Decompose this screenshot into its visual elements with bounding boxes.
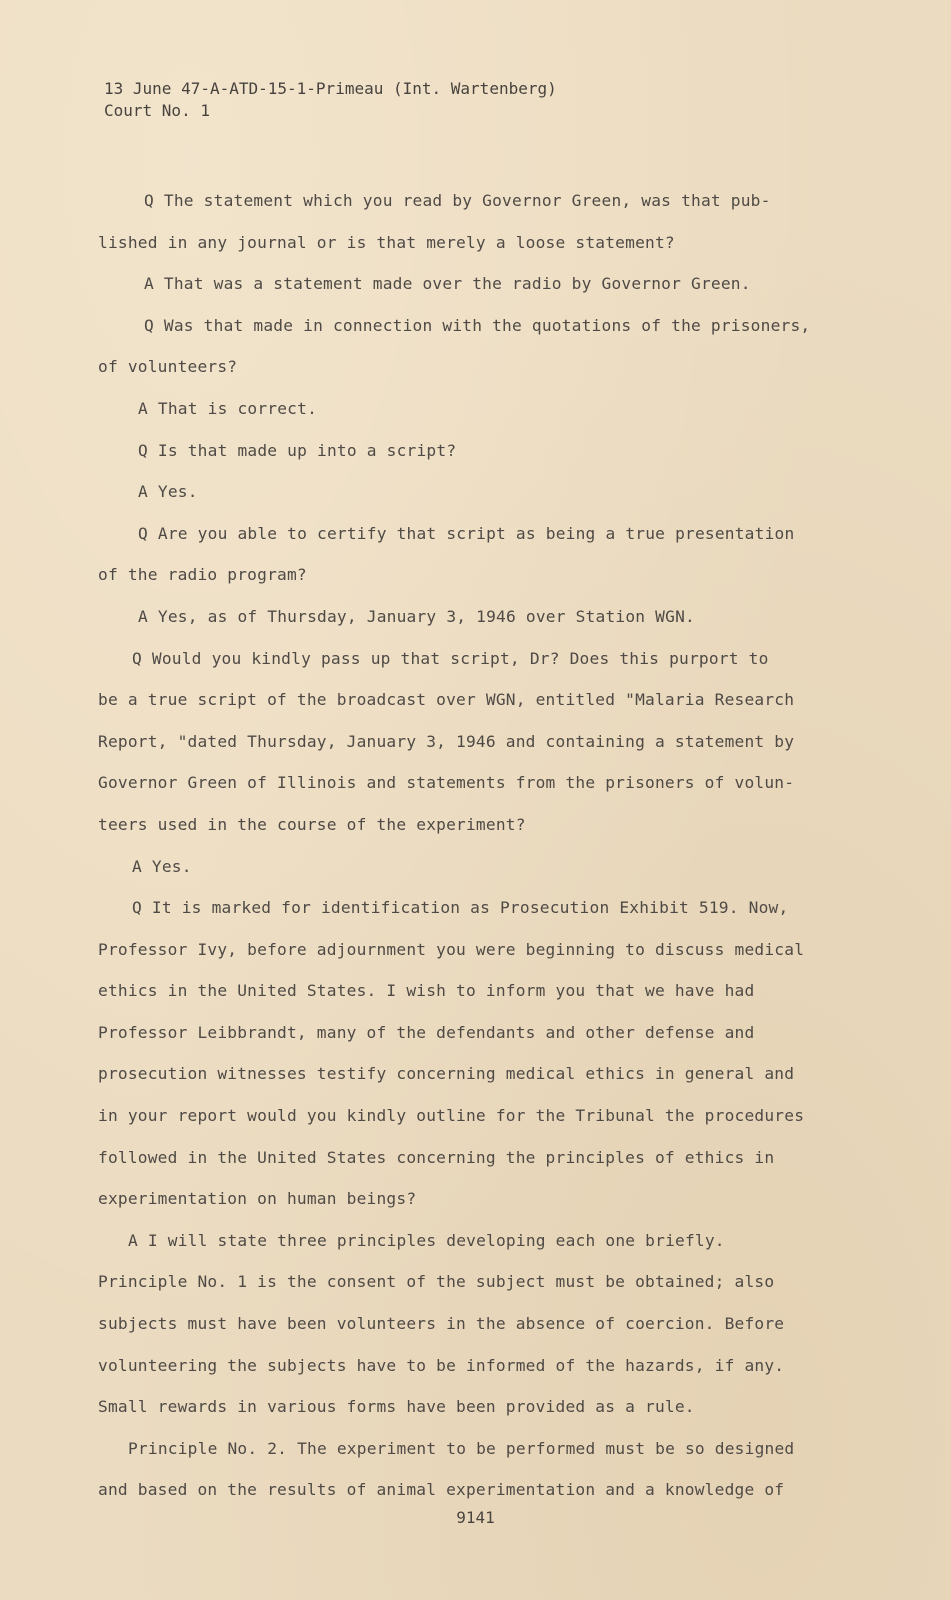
- transcript-line: A Yes.: [132, 856, 192, 876]
- transcript-line: of volunteers?: [98, 357, 238, 377]
- header-court: Court No. 1: [104, 101, 210, 120]
- transcript-line: Small rewards in various forms have been provided as a rule.: [98, 1397, 695, 1417]
- transcript-line: subjects must have been volunteers in the absence of coercion. Before: [98, 1314, 785, 1334]
- transcript-line: Report, "dated Thursday, January 3, 1946 and containing a statement by: [98, 731, 795, 751]
- transcript-line: Q It is marked for identification as Prosecution Exhibit 519. Now,: [132, 898, 789, 918]
- transcript-line: A Yes, as of Thursday, January 3, 1946 over Station WGN.: [138, 606, 695, 626]
- transcript-line: teers used in the course of the experiment?: [98, 814, 526, 834]
- transcript-line: volunteering the subjects have to be informed of the hazards, if any.: [98, 1355, 785, 1375]
- transcript-line: A That is correct.: [138, 398, 318, 418]
- page-number: 9141: [456, 1508, 495, 1527]
- transcript-line: A Yes.: [138, 482, 198, 502]
- transcript-line: A That was a statement made over the radio by Governor Green.: [144, 274, 751, 294]
- transcript-body: [98, 180, 838, 1511]
- transcript-line: be a true script of the broadcast over WGN, entitled "Malaria Research: [98, 690, 795, 710]
- transcript-line: in your report would you kindly outline for the Tribunal the procedures: [98, 1106, 805, 1126]
- transcript-line: followed in the United States concerning the principles of ethics in: [98, 1147, 775, 1167]
- transcript-line: Q Are you able to certify that script as being a true presentation: [138, 523, 795, 543]
- transcript-line: Q Is that made up into a script?: [138, 440, 457, 460]
- transcript-line: Principle No. 1 is the consent of the subject must be obtained; also: [98, 1272, 775, 1292]
- transcript-line: experimentation on human beings?: [98, 1189, 417, 1209]
- transcript-line: Governor Green of Illinois and statements from the prisoners of volun-: [98, 773, 795, 793]
- transcript-line: Q Would you kindly pass up that script, Dr? Does this purport to: [132, 648, 769, 668]
- transcript-line: Professor Leibbrandt, many of the defendants and other defense and: [98, 1022, 755, 1042]
- transcript-line: prosecution witnesses testify concerning medical ethics in general and: [98, 1064, 795, 1084]
- transcript-line: of the radio program?: [98, 565, 307, 585]
- transcript-line: lished in any journal or is that merely a loose statement?: [98, 232, 675, 252]
- transcript-line: Q The statement which you read by Governor Green, was that pub-: [144, 191, 771, 210]
- document-header: [104, 78, 557, 122]
- transcript-line: A I will state three principles developing each one briefly.: [128, 1230, 725, 1250]
- transcript-line: ethics in the United States. I wish to inform you that we have had: [98, 981, 755, 1001]
- transcript-line: and based on the results of animal experimentation and a knowledge of: [98, 1480, 785, 1500]
- header-reference: 13 June 47-A-ATD-15-1-Primeau (Int. Wartenberg): [104, 79, 557, 98]
- transcript-line: Principle No. 2. The experiment to be performed must be so designed: [128, 1438, 795, 1458]
- transcript-line: Professor Ivy, before adjournment you were beginning to discuss medical: [98, 939, 805, 959]
- transcript-line: Q Was that made in connection with the quotations of the prisoners,: [144, 315, 811, 335]
